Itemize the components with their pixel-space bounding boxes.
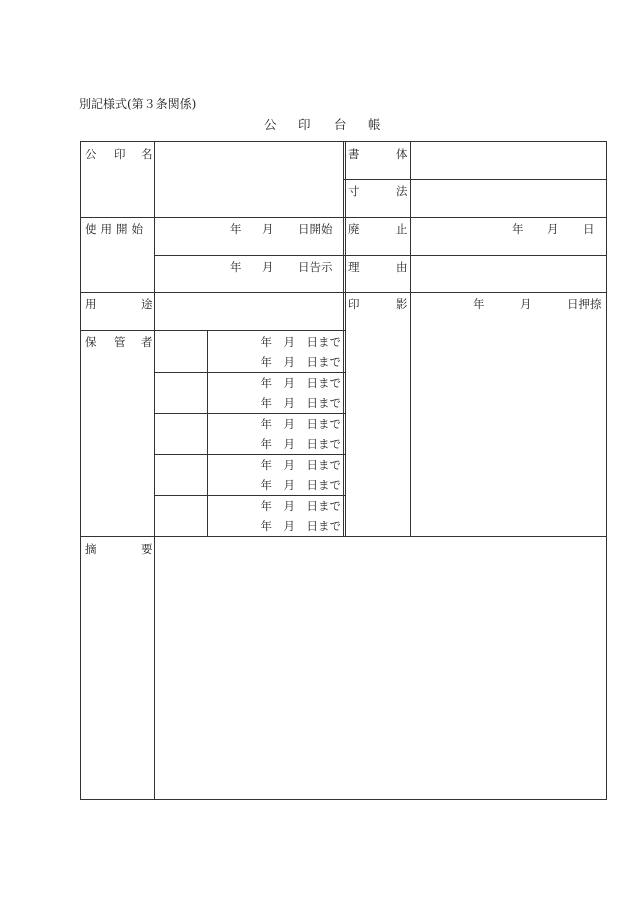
- keeper-5-until-a: 年 月 日まで: [260, 499, 341, 513]
- rule-size: [344, 179, 607, 180]
- rule-keeper-2: [154, 413, 345, 414]
- label-size-1: 寸: [348, 184, 360, 198]
- border-bottom: [80, 799, 607, 800]
- form-note: 別記様式(第３条関係): [79, 97, 197, 111]
- keeper-4-until-a: 年 月 日まで: [260, 458, 341, 472]
- keeper-5-until-b: 年 月 日まで: [260, 519, 341, 533]
- abolition-day: 日: [583, 222, 595, 236]
- keeper-2-until-b: 年 月 日まで: [260, 396, 341, 410]
- notice-year: 年: [230, 260, 242, 274]
- border-right: [606, 141, 607, 800]
- title-char-4: 帳: [368, 117, 381, 132]
- notice-month: 月: [262, 260, 274, 274]
- label-seal-name-2: 印: [114, 147, 126, 161]
- abolition-month: 月: [547, 222, 559, 236]
- rule-notice: [154, 255, 607, 256]
- label-keeper-2: 管: [114, 335, 126, 349]
- keeper-4-until-b: 年 月 日まで: [260, 478, 341, 492]
- label-abolition-1: 廃: [348, 222, 360, 236]
- label-seal-name-3: 名: [141, 147, 153, 161]
- label-font-style-1: 書: [348, 147, 360, 161]
- stamp-day: 日押捺: [567, 297, 602, 311]
- label-summary-1: 摘: [85, 542, 97, 556]
- rule-label-col: [154, 141, 155, 800]
- keeper-1-until-b: 年 月 日まで: [260, 355, 341, 369]
- label-font-style-2: 体: [396, 147, 408, 161]
- label-size-2: 法: [396, 184, 408, 198]
- stamp-month: 月: [520, 297, 532, 311]
- title-char-2: 印: [298, 117, 311, 132]
- label-impression-2: 影: [396, 297, 408, 311]
- rule-right-col: [410, 141, 411, 536]
- keeper-3-until-a: 年 月 日まで: [260, 417, 341, 431]
- rule-mid-col-a: [343, 141, 344, 536]
- label-reason-1: 理: [348, 260, 360, 274]
- keeper-2-until-a: 年 月 日まで: [260, 376, 341, 390]
- title-char-3: 台: [334, 117, 347, 132]
- rule-mid-col-b: [345, 141, 346, 536]
- label-use-start: 使用開始: [85, 222, 147, 236]
- label-abolition-2: 止: [396, 222, 408, 236]
- border-left: [80, 141, 81, 800]
- label-reason-2: 由: [396, 260, 408, 274]
- label-keeper-1: 保: [85, 335, 97, 349]
- stamp-year: 年: [473, 297, 485, 311]
- abolition-year: 年: [512, 222, 524, 236]
- label-summary-2: 要: [141, 542, 153, 556]
- rule-keeper-4: [154, 495, 345, 496]
- start-year: 年: [230, 222, 242, 236]
- keeper-1-until-a: 年 月 日まで: [260, 335, 341, 349]
- label-impression-1: 印: [348, 297, 360, 311]
- rule-summary: [80, 536, 607, 537]
- start-month: 月: [262, 222, 274, 236]
- notice-day: 日告示: [298, 260, 333, 274]
- label-keeper-3: 者: [141, 335, 153, 349]
- rule-keeper-1: [154, 372, 345, 373]
- start-day: 日開始: [298, 222, 333, 236]
- rule-keeper-col: [207, 330, 208, 536]
- rule-keeper-3: [154, 454, 345, 455]
- title-char-1: 公: [264, 117, 277, 132]
- label-purpose-2: 途: [141, 297, 153, 311]
- label-seal-name-1: 公: [85, 147, 97, 161]
- label-purpose-1: 用: [85, 297, 97, 311]
- rule-keeper: [80, 330, 345, 331]
- keeper-3-until-b: 年 月 日まで: [260, 437, 341, 451]
